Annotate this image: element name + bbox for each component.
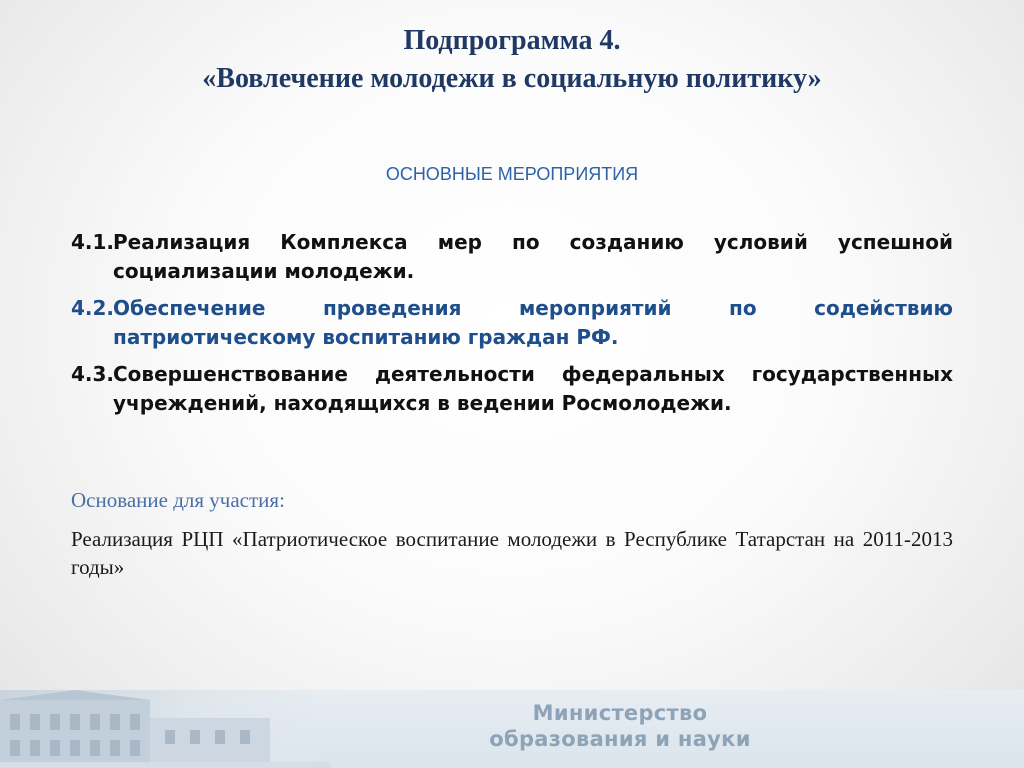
item-number: 4.3.	[71, 362, 115, 386]
ministry-logo-text	[420, 700, 820, 752]
list-item-4-1	[71, 228, 953, 286]
item-text: Обеспечение проведения мероприятий по содействию патриотическому воспитанию граждан РФ.	[113, 296, 953, 349]
basis-label: Основание для участия:	[71, 488, 285, 512]
basis-text: Реализация РЦП «Патриотическое воспитание молодежи в Республике Татарстан на 2011-2013 годы»	[71, 527, 953, 579]
building-photo	[0, 690, 330, 768]
item-text: Реализация Комплекса мер по созданию условий успешной социализации молодежи.	[113, 230, 953, 283]
slide-title-line-1: Подпрограмма 4.	[403, 25, 621, 56]
item-number: 4.1.	[71, 230, 115, 254]
item-text: Совершенствование деятельности федеральных государственных учреждений, находящихся в ведении Росмолодежи.	[113, 362, 953, 415]
list-item-4-3	[71, 360, 953, 418]
slide-title-line-2: «Вовлечение молодежи в социальную политику»	[202, 63, 822, 94]
building-image	[0, 690, 330, 768]
item-number: 4.2.	[71, 296, 115, 320]
slide-title	[0, 22, 1024, 98]
section-heading: ОСНОВНЫЕ МЕРОПРИЯТИЯ	[385, 164, 639, 184]
ministry-line-2: образования и науки	[489, 727, 751, 751]
measures-list	[71, 228, 953, 426]
ministry-line-1: Министерство	[532, 701, 708, 725]
list-item-4-2	[71, 294, 953, 352]
